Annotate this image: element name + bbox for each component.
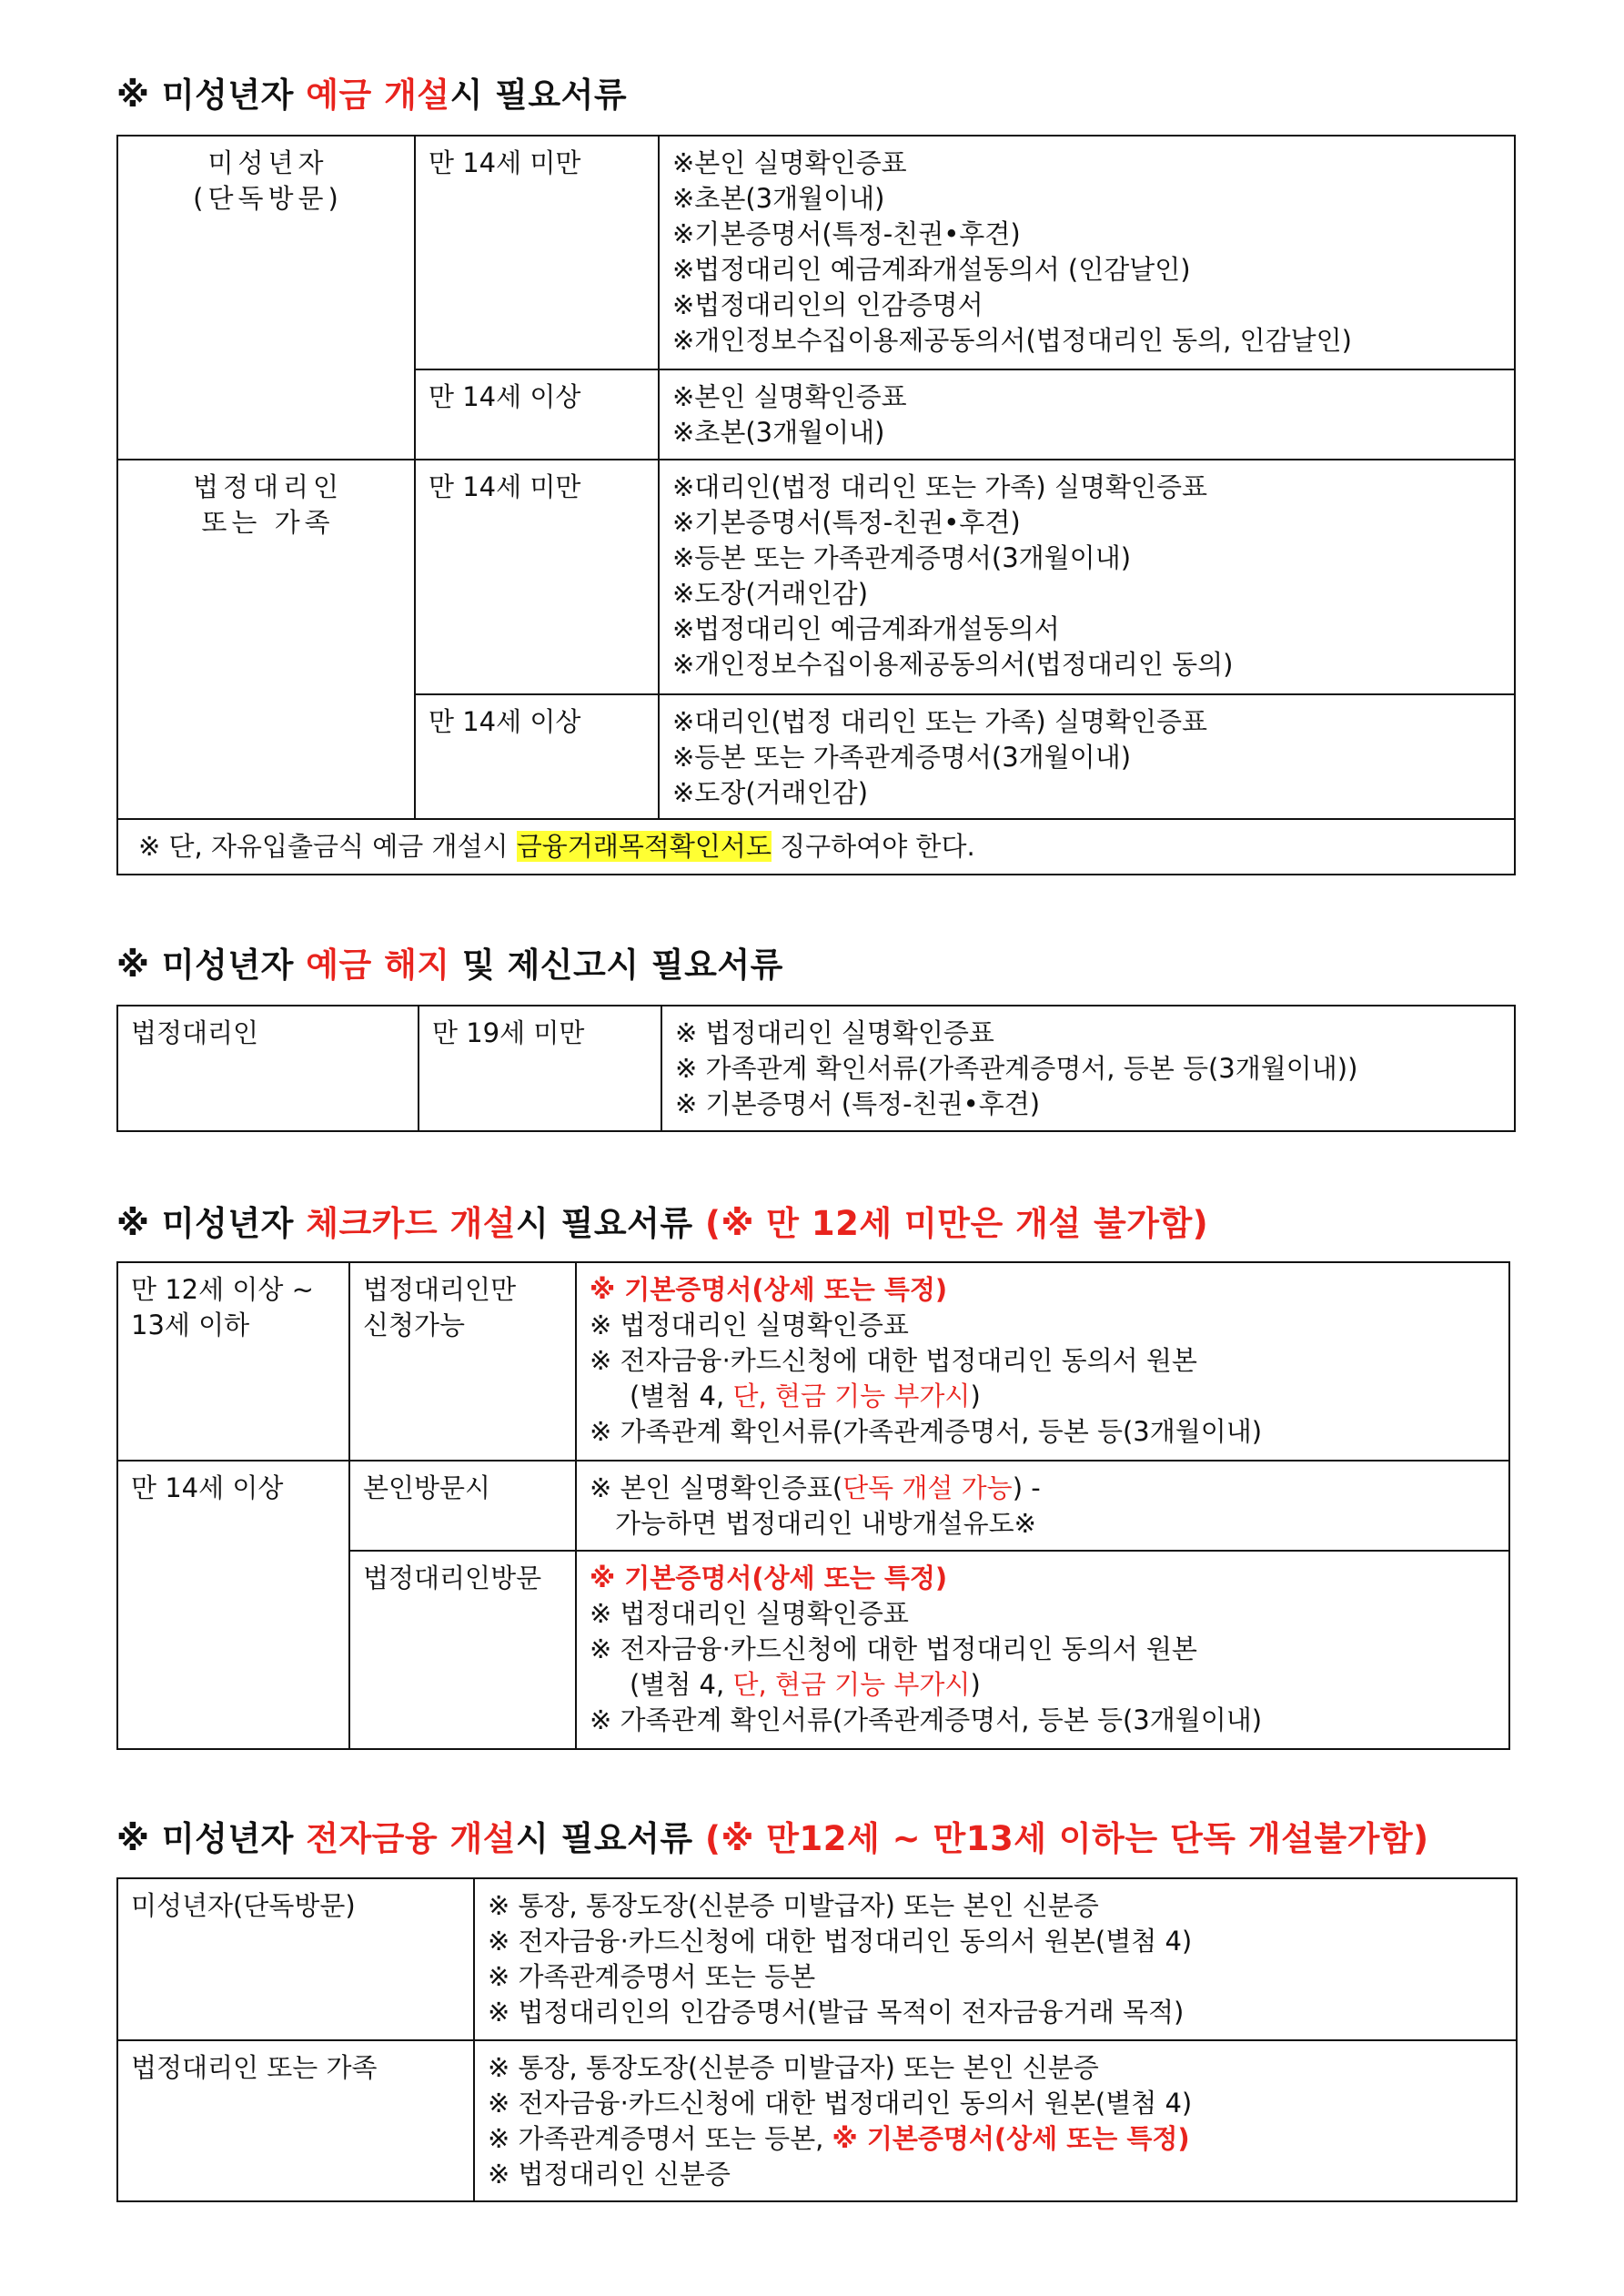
title-note: (※ 만 12세 미만은 개설 불가함) [705,1204,1209,1243]
section-title-check-card [116,1201,1208,1247]
doc-text: ※ 가족관계증명서 또는 등본, [488,2123,832,2154]
doc-item: ※ 전자금융·카드신청에 대한 법정대리인 동의서 원본 [590,1345,1197,1376]
doc-item: ※ 법정대리인의 인감증명서(발급 목적이 전자금융거래 목적) [488,1997,1185,2028]
docs-cell [661,1006,1515,1131]
doc-item: 가능하면 법정대리인 내방개설유도※ [615,1508,1036,1539]
doc-item: ※ 법정대리인 실명확인증표 [590,1310,909,1340]
title-prefix: ※ 미성년자 [116,946,307,985]
group-cell: 미성년자(단독방문) [117,1878,474,2040]
doc-highlight: 단독 개설 가능 [842,1472,1013,1503]
check-card-table [116,1261,1510,1750]
doc-item: ※법정대리인의 인감증명서 [672,289,983,320]
doc-item: ※법정대리인 예금계좌개설동의서 [672,613,1060,644]
doc-sub-highlight: 단, 현금 기능 부가시 [732,1669,971,1700]
age-cell: 만 14세 미만 [415,460,659,694]
doc-item: ※ 전자금융·카드신청에 대한 법정대리인 동의서 원본(별첨 4) [488,1926,1193,1957]
table-row [117,460,1515,694]
applicant-label: 법정대리인만 [363,1274,517,1305]
deposit-open-table [116,135,1516,875]
title-prefix: ※ 미성년자 [116,1204,307,1243]
title-highlight: 전자금융 개설 [306,1819,517,1858]
title-prefix: ※ 미성년자 [116,1819,307,1858]
title-suffix: 및 제신고시 필요서류 [449,946,783,985]
doc-item: ※본인 실명확인증표 [672,147,907,178]
docs-cell [474,2040,1517,2201]
doc-item: ※대리인(법정 대리인 또는 가족) 실명확인증표 [672,706,1208,737]
doc-item: ※도장(거래인감) [672,578,869,609]
group-label: (단독방문) [193,183,343,214]
e-banking-table [116,1877,1518,2202]
age-cell: 만 19세 미만 [419,1006,661,1131]
doc-item: ※ 기본증명서 (특정-친권•후견) [675,1088,1041,1119]
doc-highlight: ※ 기본증명서(상세 또는 특정) [832,2123,1190,2154]
table-row [117,1262,1509,1461]
doc-item: ※ 가족관계 확인서류(가족관계증명서, 등본 등(3개월이내)) [675,1053,1358,1084]
doc-text: ) - [1012,1472,1041,1503]
age-cell: 만 14세 미만 [415,136,659,369]
doc-item: ※도장(거래인감) [672,777,869,808]
section-title-e-banking [116,1816,1428,1862]
doc-item: ※기본증명서(특정-친권•후견) [672,218,1021,249]
docs-cell [474,1878,1517,2040]
deposit-close-table [116,1005,1516,1132]
age-label: 만 12세 이상 ~ [131,1274,314,1305]
doc-item-sub [590,1667,1499,1703]
doc-item: ※초본(3개월이내) [672,417,885,448]
doc-item: ※대리인(법정 대리인 또는 가족) 실명확인증표 [672,471,1208,502]
doc-item [488,2121,1507,2157]
doc-item: ※개인정보수집이용제공동의서(법정대리인 동의) [672,649,1234,680]
note-row [117,819,1515,875]
doc-item: ※법정대리인 예금계좌개설동의서 (인감날인) [672,254,1191,285]
group-label: 법정대리인 [192,471,344,502]
docs-cell [576,1461,1509,1551]
applicant-cell: 법정대리인방문 [349,1551,576,1749]
doc-item: ※ 가족관계 확인서류(가족관계증명서, 등본 등(3개월이내) [590,1416,1263,1447]
doc-item: ※등본 또는 가족관계증명서(3개월이내) [672,742,1132,773]
title-suffix: 시 필요서류 [516,1204,706,1243]
title-highlight: 예금 개설 [306,76,450,115]
doc-item: ※초본(3개월이내) [672,183,885,214]
doc-sub-text: (별첨 4, [630,1381,733,1411]
doc-sub-text: ) [970,1381,981,1411]
doc-item-sub [590,1379,1499,1414]
docs-cell [659,694,1515,819]
group-label: 또는 가족 [201,507,335,538]
doc-sub-text: ) [970,1669,981,1700]
doc-item: ※등본 또는 가족관계증명서(3개월이내) [672,542,1132,573]
group-cell: 법정대리인 [117,1006,419,1131]
applicant-label: 신청가능 [363,1310,466,1340]
group-cell [117,460,415,819]
note-text: ※ 단, 자유입출금식 예금 개설시 [138,831,517,862]
note-cell [117,819,1515,875]
doc-item: ※본인 실명확인증표 [672,381,907,412]
doc-item: ※ 전자금융·카드신청에 대한 법정대리인 동의서 원본 [590,1633,1197,1664]
doc-item [590,1471,1499,1506]
section-title-deposit-open [116,73,627,118]
doc-text: ※ 본인 실명확인증표( [590,1472,843,1503]
doc-item: ※ 법정대리인 신분증 [488,2159,731,2190]
title-highlight: 체크카드 개설 [306,1204,517,1243]
docs-cell [659,460,1515,694]
doc-item: ※기본증명서(특정-친권•후견) [672,507,1021,538]
title-suffix: 시 필요서류 [449,76,628,115]
table-row [117,1006,1515,1131]
doc-item: ※ 법정대리인 실명확인증표 [590,1598,909,1629]
section-title-deposit-close [116,943,783,988]
table-row [117,2040,1517,2201]
doc-item: ※ 가족관계증명서 또는 등본 [488,1961,816,1992]
title-note: (※ 만12세 ~ 만13세 이하는 단독 개설불가함) [705,1819,1429,1858]
docs-cell [576,1551,1509,1749]
doc-item: ※ 법정대리인 실명확인증표 [675,1017,994,1048]
doc-item-required: ※ 기본증명서(상세 또는 특정) [590,1274,948,1305]
table-row [117,1878,1517,2040]
doc-item: ※개인정보수집이용제공동의서(법정대리인 동의, 인감날인) [672,325,1352,356]
table-row [117,1461,1509,1551]
age-cell [117,1262,349,1461]
age-cell: 만 14세 이상 [415,369,659,460]
title-prefix: ※ 미성년자 [116,76,307,115]
docs-cell [659,136,1515,369]
age-cell: 만 14세 이상 [415,694,659,819]
docs-cell [576,1262,1509,1461]
applicant-cell: 본인방문시 [349,1461,576,1551]
title-highlight: 예금 해지 [306,946,450,985]
doc-item-required: ※ 기본증명서(상세 또는 특정) [590,1563,948,1593]
doc-item: ※ 통장, 통장도장(신분증 미발급자) 또는 본인 신분증 [488,1890,1099,1921]
doc-item: ※ 통장, 통장도장(신분증 미발급자) 또는 본인 신분증 [488,2052,1099,2083]
doc-item: ※ 가족관계 확인서류(가족관계증명서, 등본 등(3개월이내) [590,1704,1263,1735]
age-cell: 만 14세 이상 [117,1461,349,1749]
note-text: 징구하여야 한다. [771,831,975,862]
doc-item: ※ 전자금융·카드신청에 대한 법정대리인 동의서 원본(별첨 4) [488,2088,1193,2119]
doc-sub-text: (별첨 4, [630,1669,733,1700]
applicant-cell [349,1262,576,1461]
group-label: 미성년자 [207,147,328,178]
title-suffix: 시 필요서류 [516,1819,706,1858]
docs-cell [659,369,1515,460]
doc-sub-highlight: 단, 현금 기능 부가시 [732,1381,971,1411]
table-row [117,136,1515,369]
group-cell [117,136,415,460]
group-cell: 법정대리인 또는 가족 [117,2040,474,2201]
highlighted-note: 금융거래목적확인서도 [516,831,772,862]
age-label: 13세 이하 [131,1310,250,1340]
